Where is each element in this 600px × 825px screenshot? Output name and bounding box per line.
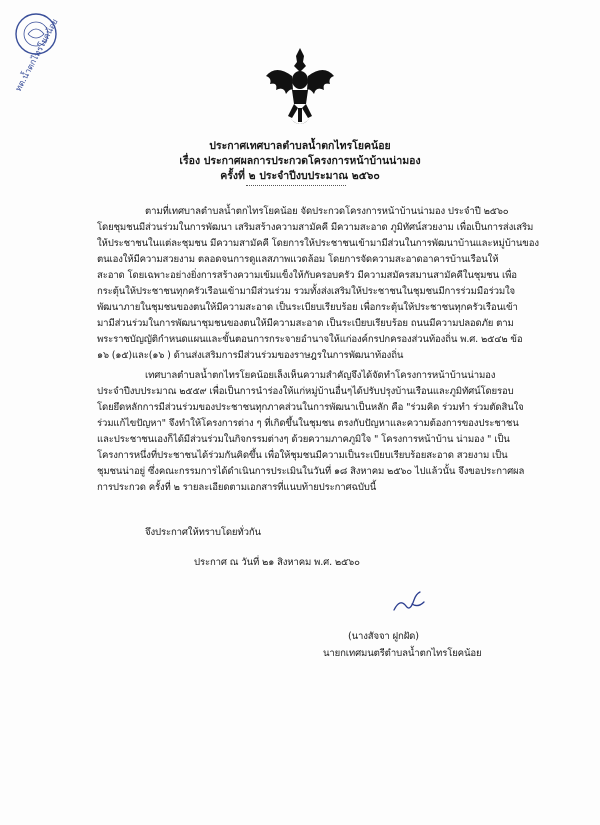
body-line: ประจำปีงบประมาณ ๒๕๕๙ เพื่อเป็นการนำร่องให้แก่หมู่บ้านอื่นๆได้ปรับปรุงบ้านเรือนและภูมิทัศน์โดยรอบ — [97, 386, 514, 397]
body-line: โดยชุมชนมีส่วนร่วมในการพัฒนา เสริมสร้างความสามัคคี มีความสะอาด ภูมิทัศน์สวยงาม เพื่อเป็นการส่งเสริม — [97, 222, 534, 233]
announcement-title: ประกาศเทศบาลตำบลน้ำตกไทรโยคน้อย — [209, 140, 391, 152]
municipal-seal-stamp — [6, 6, 106, 96]
body-line: กระตุ้นให้ประชาชนทุกครัวเรือนเข้ามามีส่วนร่วม รวมทั้งส่งเสริมให้ประชาชนในชุมชนมีการร่วมมือร่วมใจ — [97, 286, 516, 297]
body-line: และประชาชนเองก็ได้มีส่วนร่วมในกิจกรรมต่างๆ ด้วยความภาคภูมิใจ " โครงการหน้าบ้าน น่ามอง " เป็น — [97, 434, 510, 445]
announcement-subject: เรื่อง ประกาศผลการประกวดโครงการหน้าบ้านน่ามอง — [179, 155, 421, 167]
signatory-name: (นางสัจจา ฝูกฝัด) — [348, 631, 419, 642]
body-line: ๑๖ (๑๕)และ(๑๖ ) ด้านส่งเสริมการมีส่วนร่วมของราษฎรในการพัฒนาท้องถิ่น — [97, 350, 404, 361]
body-line: การประกวด ครั้งที่ ๒ รายละเอียดตามเอกสารที่แนบท้ายประกาศฉบับนี้ — [97, 482, 377, 493]
body-line: พัฒนาภายในชุมชนของตนให้มีความสะอาด เป็นระเบียบเรียบร้อย เพื่อกระตุ้นให้ประชาชนทุกครัวเรือนเข้า — [97, 302, 518, 313]
body-line: โครงการหนึ่งที่ประชาชนได้ร่วมกันคิดขึ้น เพื่อให้ชุมชนมีความเป็นระเบียบเรียบร้อยสะอาด สวยงาม เป็น — [97, 450, 508, 461]
svg-text:ทต.น้ำตกไทรโยคน้อย: ทต.น้ำตกไทรโยคน้อย — [13, 17, 61, 94]
body-line: พระราชบัญญัติกำหนดแผนและขั้นตอนการกระจายอำนาจให้แก่องค์กรปกครองส่วนท้องถิ่น พ.ศ. ๒๕๔๒ ข้อ — [97, 334, 523, 345]
body-line: สะอาด โดยเฉพาะอย่างยิ่งการสร้างความเข้มแข็งให้กับครอบครัว มีความสมัครสมานสามัคคีในชุมชน เพื่อ — [97, 270, 517, 281]
body-line: ร่วมแก้ไขปัญหา" จึงทำให้โครงการต่าง ๆ ที่เกิดขึ้นในชุมชน ตรงกับปัญหาและความต้องการของประชาชน — [97, 418, 519, 429]
closing-statement: จึงประกาศให้ทราบโดยทั่วกัน — [145, 527, 261, 538]
body-line: ตามที่เทศบาลตำบลน้ำตกไทรโยคน้อย จัดประกวดโครงการหน้าบ้านน่ามอง ประจำปี ๒๕๖๐ — [145, 206, 509, 217]
body-line: ชุมชนน่าอยู่ ซึ่งคณะกรรมการได้ดำเนินการประเมินในวันที่ ๑๘ สิงหาคม ๒๕๖๐ ไปแล้วนั้น จึงขอประกาศผล — [97, 466, 525, 477]
signatory-position: นายกเทศมนตรีตำบลน้ำตกไทรโยคน้อย — [323, 648, 482, 659]
announcement-date: ประกาศ ณ วันที่ ๒๑ สิงหาคม พ.ศ. ๒๕๖๐ — [194, 557, 360, 568]
body-line: ตนเองให้มีความสวยงาม ตลอดจนการดูแลสภาพแวดล้อม โดยการจัดความสะอาดอาคารบ้านเรือนให้ — [97, 254, 499, 265]
handwritten-signature — [390, 588, 430, 616]
announcement-round: ครั้งที่ ๒ ประจำปีงบประมาณ ๒๕๖๐ — [220, 170, 380, 182]
garuda-emblem — [262, 46, 338, 132]
body-line: โดยยึดหลักการมีส่วนร่วมของประชาชนทุกภาคส่วนในการพัฒนาเป็นหลัก คือ "ร่วมคิด ร่วมทำ ร่วมตัดสินใจ — [97, 402, 524, 413]
separator-dots — [246, 185, 346, 186]
body-line: ให้ประชาชนในแต่ละชุมชน มีความสามัคคี โดยการให้ประชาชนเข้ามามีส่วนในการพัฒนาบ้านและหมู่บ้านของ — [97, 238, 539, 249]
body-line: มามีส่วนร่วมในการพัฒนาชุมชนของตนให้มีความสะอาด เป็นระเบียบเรียบร้อย ถนนมีความปลอดภัย ตาม — [97, 318, 514, 329]
body-line: เทศบาลตำบลน้ำตกไทรโยคน้อยเล็งเห็นความสำคัญจึงได้จัดทำโครงการหน้าบ้านน่ามอง — [145, 370, 496, 381]
